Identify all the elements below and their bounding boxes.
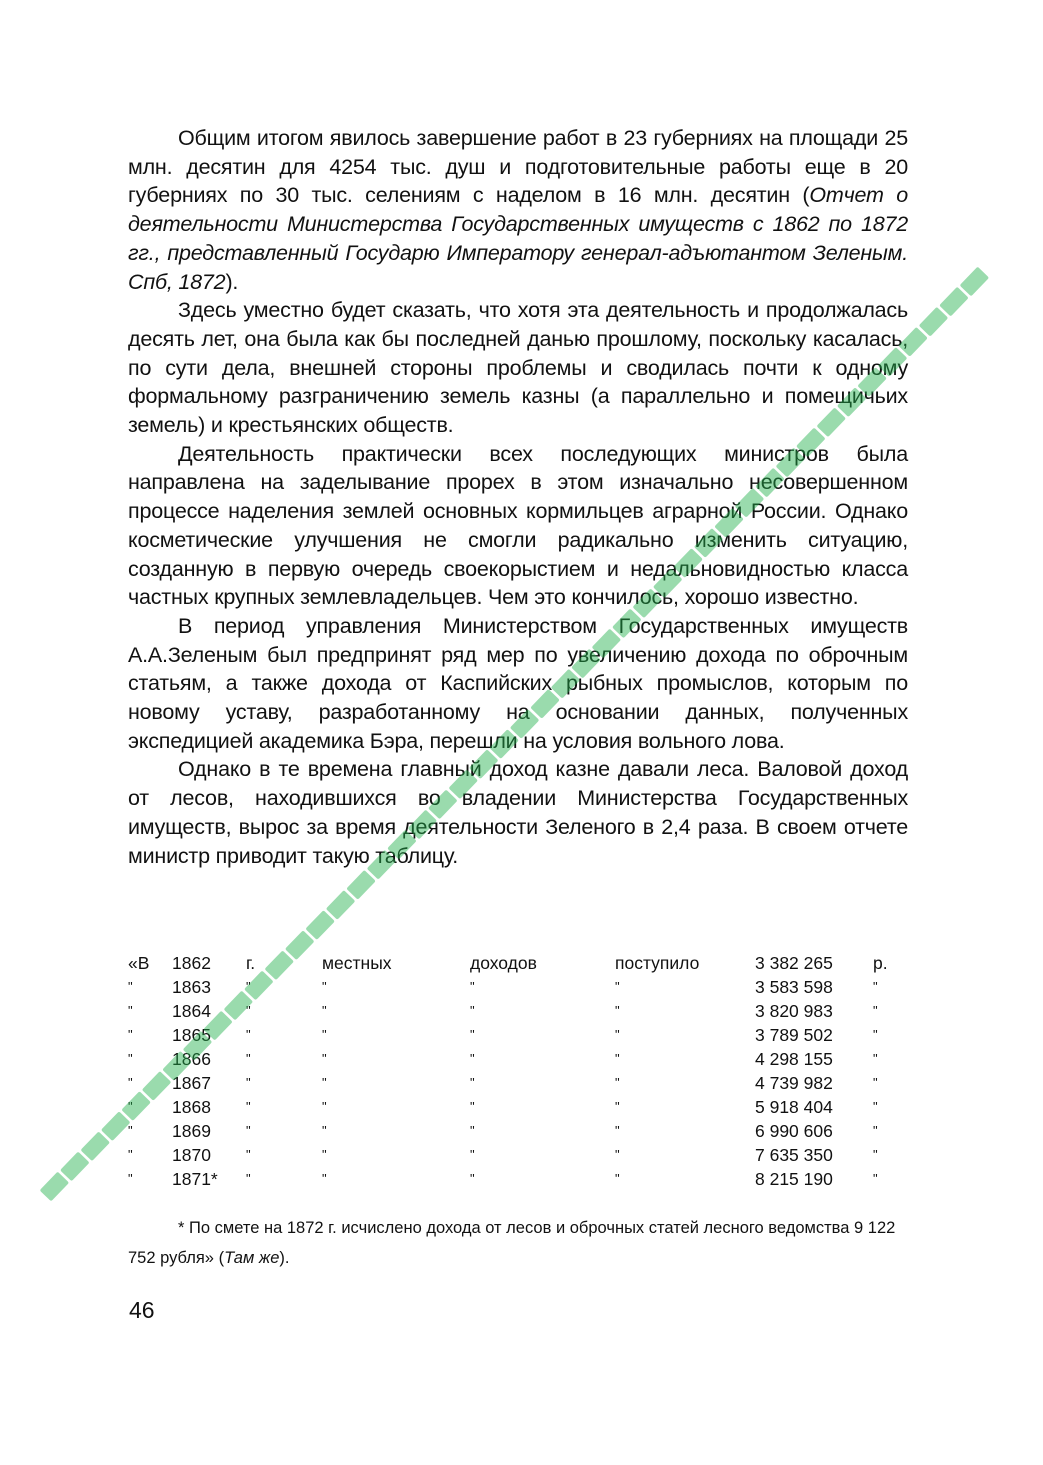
cell-d: " [470, 1171, 475, 1186]
table-row [128, 1119, 908, 1143]
table-row [128, 1095, 908, 1119]
cell-d: " [470, 1099, 475, 1114]
cell-year: 1862 [172, 953, 211, 973]
cell-d: " [470, 1075, 475, 1090]
paragraph-text: Деятельность практически всех последующих министров была направлена на заделывание прорех в этом изначально несовершенном процессе наделения землей основных кормильцев аграрной России. Однако косметические улучшения не смогли радикально изменить ситуацию, созданную в первую очередь своекорыстием и недальновидностью класса частных крупных землевладельцев. Чем это кончилось, хорошо известно. [128, 441, 908, 610]
paragraph-text: Общим итогом явилось завершение работ в 23 губерниях на площади 25 млн. десятин для 4254 тыс. душ и подготовительные работы еще в 20 губерниях по 30 тыс. селениям с наделом в 16 млн. десятин ( [128, 126, 908, 208]
cell-p: " [615, 1099, 620, 1114]
cell-r: " [873, 1123, 878, 1138]
footnote-tail: ). [279, 1249, 290, 1267]
cell-prefix: «В [128, 953, 150, 973]
cell-g: " [246, 1075, 251, 1090]
paragraphs [128, 124, 908, 870]
cell-m: " [322, 979, 327, 994]
cell-d: " [470, 1123, 475, 1138]
cell-r: " [873, 979, 878, 994]
cell-sum: 5 918 404 [755, 1097, 833, 1117]
cell-d: " [470, 1003, 475, 1018]
watermark-mark [919, 307, 949, 337]
citation-italic: Отчет о деятельности Министерства Государственных имуществ с 1862 по 1872 гг., представленный Государю Императору генерал-адъютантом Зеленым. Спб, 1872 [128, 183, 908, 294]
cell-sum: 8 215 190 [755, 1169, 833, 1189]
cell-d: " [470, 1051, 475, 1066]
cell-prefix: " [128, 1075, 133, 1090]
cell-d: " [470, 1027, 475, 1042]
cell-year: 1869 [172, 1121, 211, 1141]
footnote [128, 1213, 918, 1273]
cell-prefix: " [128, 1099, 133, 1114]
cell-g: " [246, 1171, 251, 1186]
watermark-mark [40, 1172, 70, 1202]
cell-year: 1871* [172, 1169, 218, 1189]
cell-m: " [322, 1051, 327, 1066]
table-row [128, 1071, 908, 1095]
cell-p: " [615, 1123, 620, 1138]
cell-year: 1866 [172, 1049, 211, 1069]
table-row [128, 1023, 908, 1047]
cell-d: " [470, 979, 475, 994]
cell-prefix: " [128, 1171, 133, 1186]
page-number: 46 [129, 1297, 155, 1323]
cell-g: " [246, 1099, 251, 1114]
cell-m: " [322, 1123, 327, 1138]
cell-prefix: " [128, 1027, 133, 1042]
cell-r: р. [873, 953, 888, 973]
watermark-mark [326, 890, 356, 920]
table-row [128, 1047, 908, 1071]
cell-g: " [246, 1003, 251, 1018]
cell-r: " [873, 1147, 878, 1162]
paragraph [128, 612, 908, 756]
table-row [128, 999, 908, 1023]
cell-year: 1864 [172, 1001, 211, 1021]
watermark-mark [960, 267, 990, 297]
cell-m: " [322, 1075, 327, 1090]
footnote-citation: Там же [224, 1249, 280, 1267]
cell-r: " [873, 1171, 878, 1186]
cell-year: 1870 [172, 1145, 211, 1165]
cell-r: " [873, 1075, 878, 1090]
cell-sum: 3 820 983 [755, 1001, 833, 1021]
paragraph-text: В период управления Министерством Государственных имуществ А.А.Зеленым был предпринят ряд мер по увеличению дохода по оброчным статьям, а также дохода от Каспийских рыбных промыслов, которым по новому уставу, разработанному на основании данных, полученных экспедицией академика Бэра, перешли на условия вольного лова. [128, 613, 908, 753]
watermark-mark [101, 1111, 131, 1141]
cell-p: " [615, 1075, 620, 1090]
cell-sum: 3 789 502 [755, 1025, 833, 1045]
cell-p: " [615, 1027, 620, 1042]
cell-year: 1868 [172, 1097, 211, 1117]
watermark-mark [60, 1151, 90, 1181]
cell-year: 1863 [172, 977, 211, 997]
paragraph-text: Однако в те времена главный доход казне давали леса. Валовой доход от лесов, находившихся во владении Министерства Государственных имуществ, вырос за время деятельности Зеленого в 2,4 раза. В своем отчете министр приводит такую таблицу. [128, 757, 908, 868]
paragraph [128, 755, 908, 870]
cell-d: " [470, 1147, 475, 1162]
cell-year: 1867 [172, 1073, 211, 1093]
paragraph-text: ). [225, 269, 239, 294]
cell-sum: 7 635 350 [755, 1145, 833, 1165]
cell-year: 1865 [172, 1025, 211, 1045]
cell-r: " [873, 1027, 878, 1042]
cell-g: г. [246, 953, 256, 973]
cell-sum: 3 583 598 [755, 977, 833, 997]
paragraph-text: Здесь уместно будет сказать, что хотя эта деятельность и продолжалась десять лет, она была как бы последней данью прошлому, поскольку касалась, по сути дела, внешней стороны проблемы и сводилась почти к одному формальному разграничению земель казны (а параллельно и помещичьих земель) и крестьянских обществ. [128, 298, 908, 438]
revenue-table [128, 951, 908, 1191]
cell-r: " [873, 1051, 878, 1066]
table-row [128, 1143, 908, 1167]
cell-r: " [873, 1003, 878, 1018]
cell-prefix: " [128, 1147, 133, 1162]
cell-prefix: " [128, 1003, 133, 1018]
cell-d: доходов [470, 953, 537, 973]
page-body [128, 124, 908, 870]
cell-m: " [322, 1099, 327, 1114]
cell-g: " [246, 1051, 251, 1066]
cell-prefix: " [128, 1051, 133, 1066]
cell-g: " [246, 1147, 251, 1162]
cell-p: поступило [615, 953, 700, 973]
cell-g: " [246, 1123, 251, 1138]
paragraph [128, 440, 908, 612]
paragraph [128, 124, 908, 296]
cell-sum: 4 298 155 [755, 1049, 833, 1069]
cell-sum: 3 382 265 [755, 953, 833, 973]
cell-prefix: " [128, 979, 133, 994]
paragraph [128, 296, 908, 440]
cell-m: " [322, 1171, 327, 1186]
watermark-mark [939, 287, 969, 317]
cell-sum: 4 739 982 [755, 1073, 833, 1093]
cell-m: " [322, 1003, 327, 1018]
cell-g: " [246, 1027, 251, 1042]
cell-p: " [615, 1003, 620, 1018]
cell-sum: 6 990 606 [755, 1121, 833, 1141]
cell-g: " [246, 979, 251, 994]
cell-p: " [615, 1171, 620, 1186]
cell-r: " [873, 1099, 878, 1114]
watermark-mark [305, 910, 335, 940]
cell-p: " [615, 1051, 620, 1066]
cell-prefix: " [128, 1123, 133, 1138]
cell-m: местных [322, 953, 392, 973]
cell-m: " [322, 1027, 327, 1042]
revenue-table-wrap [128, 951, 908, 1191]
footnote-text: * По смете на 1872 г. исчислено дохода от лесов и оброчных статей лесного ведомства 9 122 752 рубля» ( [128, 1219, 896, 1267]
watermark-mark [346, 870, 376, 900]
table-row [128, 1167, 908, 1191]
table-row [128, 975, 908, 999]
cell-p: " [615, 979, 620, 994]
watermark-mark [80, 1131, 110, 1161]
cell-p: " [615, 1147, 620, 1162]
cell-m: " [322, 1147, 327, 1162]
table-row [128, 951, 908, 975]
